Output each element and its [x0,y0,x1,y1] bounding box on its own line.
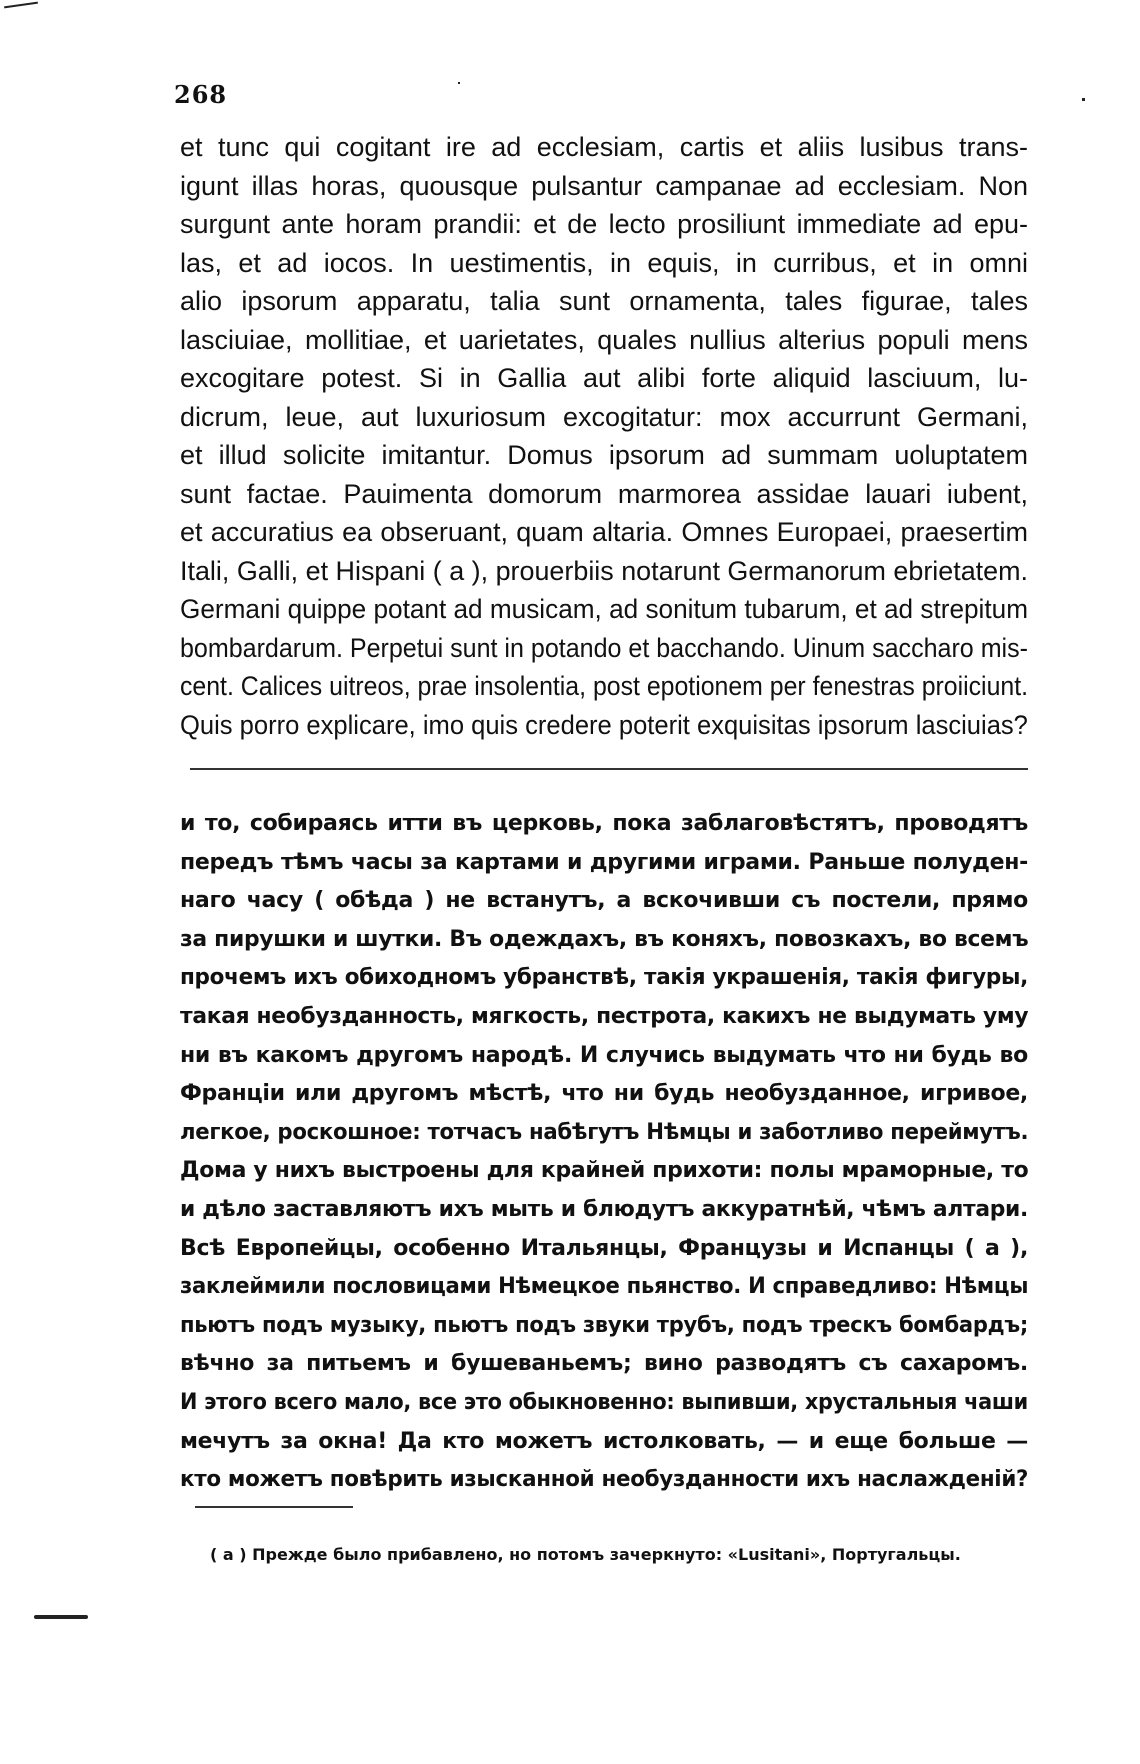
russian-line: Дома у нихъ выстроены для крайней прихоти: полы мраморные, то [180,1158,1028,1184]
russian-line: Франціи или другомъ мѣстѣ, что ни будь необузданное, игривое, [180,1081,1028,1107]
scan-artifact-left-margin [34,1615,88,1619]
latin-line: alio ipsorum apparatu, talia sunt ornamenta, tales figurae, tales [180,286,1028,316]
russian-line: передъ тѣмъ часы за картами и другими играми. Раньше полуден- [180,849,1028,875]
latin-text [180,128,1028,744]
scan-dot [1082,98,1085,101]
russian-line: за пирушки и шутки. Въ одеждахъ, въ коняхъ, повозкахъ, во всемъ [180,926,1028,952]
footnote: ( а ) Прежде было прибавлено, но потомъ зачеркнуто: «Lusitani», Португальцы. [210,1545,961,1564]
russian-line: и дѣло заставляютъ ихъ мыть и блюдутъ аккуратнѣй, чѣмъ алтари. [180,1196,1028,1222]
page-number: 268 [174,80,228,109]
latin-line: et illud solicite imitantur. Domus ipsorum ad summam uoluptatem [180,440,1028,470]
latin-line: cent. Calices uitreos, prae insolentia, post epotionem per fenestras proiiciunt. [180,671,1028,701]
latin-line: lasciuiae, mollitiae, et uarietates, quales nullius alterius populi mens [180,324,1028,355]
russian-line: пьютъ подъ музыку, пьютъ подъ звуки трубъ, подъ трескъ бомбардъ; [180,1312,1028,1338]
russian-line: наго часу ( обѣда ) не встанутъ, а вскочивши съ постели, прямо [180,888,1028,914]
russian-line: Всѣ Европейцы, особенно Итальянцы, Французы и Испанцы ( а ), [180,1235,1028,1261]
russian-translation [180,805,1028,1500]
latin-line: bombardarum. Perpetui sunt in potando et bacchando. Uinum saccharo mis- [180,632,1028,663]
latin-line: Quis porro explicare, imo quis credere poterit exquisitas ipsorum lasciuias? [180,709,1028,740]
russian-line: ни въ какомъ другомъ народѣ. И случись выдумать что ни будь во [180,1042,1028,1068]
russian-line: прочемъ ихъ обиходномъ убранствѣ, такія украшенія, такія фигуры, [180,965,1028,991]
scan-dot [458,82,460,84]
latin-line: et tunc qui cogitant ire ad ecclesiam, cartis et aliis lusibus trans- [180,132,1028,162]
section-divider [190,768,1028,770]
russian-line: мечутъ за окна! Да кто можетъ истолковать, — и еще больше — [180,1428,1028,1454]
russian-line: вѣчно за питьемъ и бушеваньемъ; вино разводятъ съ сахаромъ. [180,1351,1028,1377]
latin-line: surgunt ante horam prandii: et de lecto prosiliunt immediate ad epu- [180,209,1028,239]
russian-line: И этого всего мало, все это обыкновенно: выпивши, хрустальныя чаши [180,1389,1028,1415]
latin-line: excogitare potest. Si in Gallia aut alibi forte aliquid lasciuum, lu- [180,363,1028,393]
latin-line: Itali, Galli, et Hispani ( a ), prouerbiis notarunt Germanorum ebrietatem. [180,555,1028,586]
latin-line: dicrum, leue, aut luxuriosum excogitatur: mox accurrunt Germani, [180,401,1028,432]
latin-line: las, et ad iocos. In uestimentis, in equis, in curribus, et in omni [180,247,1028,278]
latin-line: et accuratius ea obseruant, quam altaria. Omnes Europaei, praesertim [180,517,1028,547]
russian-line: такая необузданность, мягкость, пестрота, какихъ не выдумать уму [180,1003,1028,1029]
russian-line: легкое, роскошное: тотчасъ набѣгутъ Нѣмцы и заботливо переймутъ. [180,1119,1028,1145]
scan-artifact-top-left [4,2,38,9]
footnote-divider [195,1506,353,1508]
latin-line: Germani quippe potant ad musicam, ad sonitum tubarum, et ad strepitum [180,594,1028,624]
russian-line: кто можетъ повѣрить изысканной необузданности ихъ наслажденій? [180,1467,1028,1493]
russian-line: и то, собираясь итти въ церковь, пока заблаговѣстятъ, проводятъ [180,811,1028,836]
russian-line: заклеймили пословицами Нѣмецкое пьянство. И справедливо: Нѣмцы [180,1274,1028,1300]
latin-line: igunt illas horas, quousque pulsantur campanae ad ecclesiam. Non [180,170,1028,201]
latin-line: sunt factae. Pauimenta domorum marmorea assidae lauari iubent, [180,478,1028,509]
